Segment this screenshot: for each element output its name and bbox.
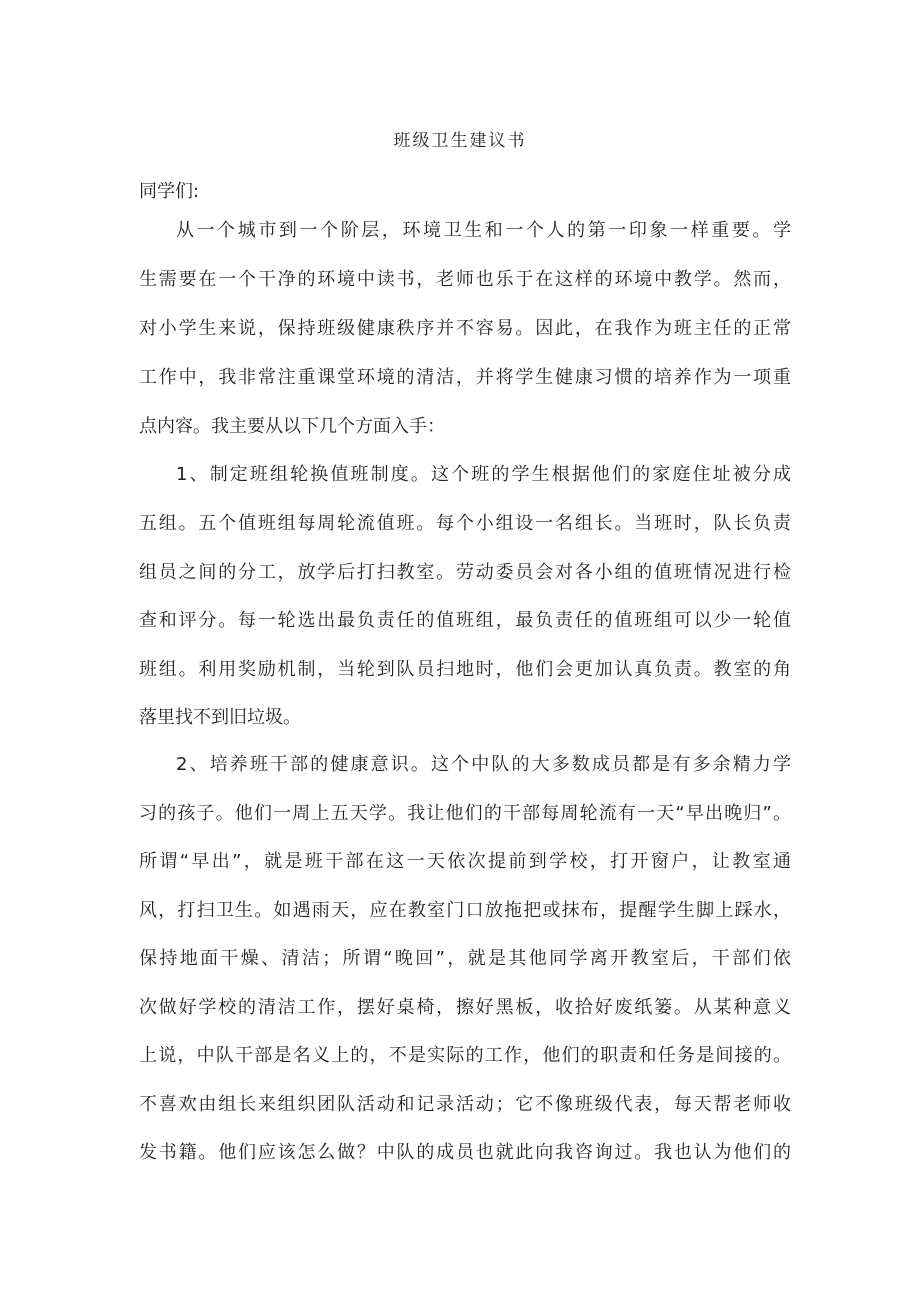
paragraph-line: 次做好学校的清洁工作，摆好桌椅，擦好黑板，收拾好废纸篓。从某种意义 — [139, 997, 791, 1018]
paragraph-line: 班组。利用奖励机制，当轮到队员扫地时，他们会更加认真负责。教室的角 — [139, 659, 791, 680]
paragraph-line: 发书籍。他们应该怎么做？中队的成员也就此向我咨询过。我也认为他们的 — [139, 1142, 791, 1163]
paragraph-line: 落里找不到旧垃圾。 — [139, 707, 301, 728]
greeting: 同学们: — [139, 181, 200, 202]
paragraph-line: 上说，中队干部是名义上的，不是实际的工作，他们的职责和任务是间接的。 — [139, 1045, 791, 1066]
paragraph-line: 五组。五个值班组每周轮流值班。每个小组设一名组长。当班时，队长负责 — [139, 513, 791, 534]
paragraph-line: 点内容。我主要从以下几个方面入手： — [139, 416, 445, 437]
paragraph-line: 保持地面干燥、清洁；所谓“晚回”，就是其他同学离开教室后，干部们依 — [139, 948, 791, 969]
paragraph-line: 2、培养班干部的健康意识。这个中队的大多数成员都是有多余精力学 — [176, 754, 791, 775]
paragraph-line: 生需要在一个干净的环境中读书，老师也乐于在这样的环境中教学。然而， — [139, 269, 791, 290]
paragraph-line: 不喜欢由组长来组织团队活动和记录活动；它不像班级代表，每天帮老师收 — [139, 1094, 791, 1115]
paragraph-line: 对小学生来说，保持班级健康秩序并不容易。因此，在我作为班主任的正常 — [139, 318, 791, 339]
paragraph-line: 1、制定班组轮换值班制度。这个班的学生根据他们的家庭住址被分成 — [176, 464, 791, 485]
paragraph-line: 所谓“早出”，就是班干部在这一天依次提前到学校，打开窗户，让教室通 — [139, 851, 791, 872]
paragraph-line: 从一个城市到一个阶层，环境卫生和一个人的第一印象一样重要。学 — [176, 220, 791, 241]
paragraph-line: 组员之间的分工，放学后打扫教室。劳动委员会对各小组的值班情况进行检 — [139, 562, 791, 583]
paragraph-line: 风，打扫卫生。如遇雨天，应在教室门口放拖把或抹布，提醒学生脚上踩水， — [139, 900, 791, 921]
paragraph-line: 习的孩子。他们一周上五天学。我让他们的干部每周轮流有一天“早出晚归”。 — [139, 803, 791, 824]
document-title: 班级卫生建议书 — [393, 131, 527, 151]
paragraph-line: 查和评分。每一轮选出最负责任的值班组，最负责任的值班组可以少一轮值 — [139, 610, 791, 631]
paragraph-line: 工作中，我非常注重课堂环境的清洁，并将学生健康习惯的培养作为一项重 — [139, 367, 791, 388]
